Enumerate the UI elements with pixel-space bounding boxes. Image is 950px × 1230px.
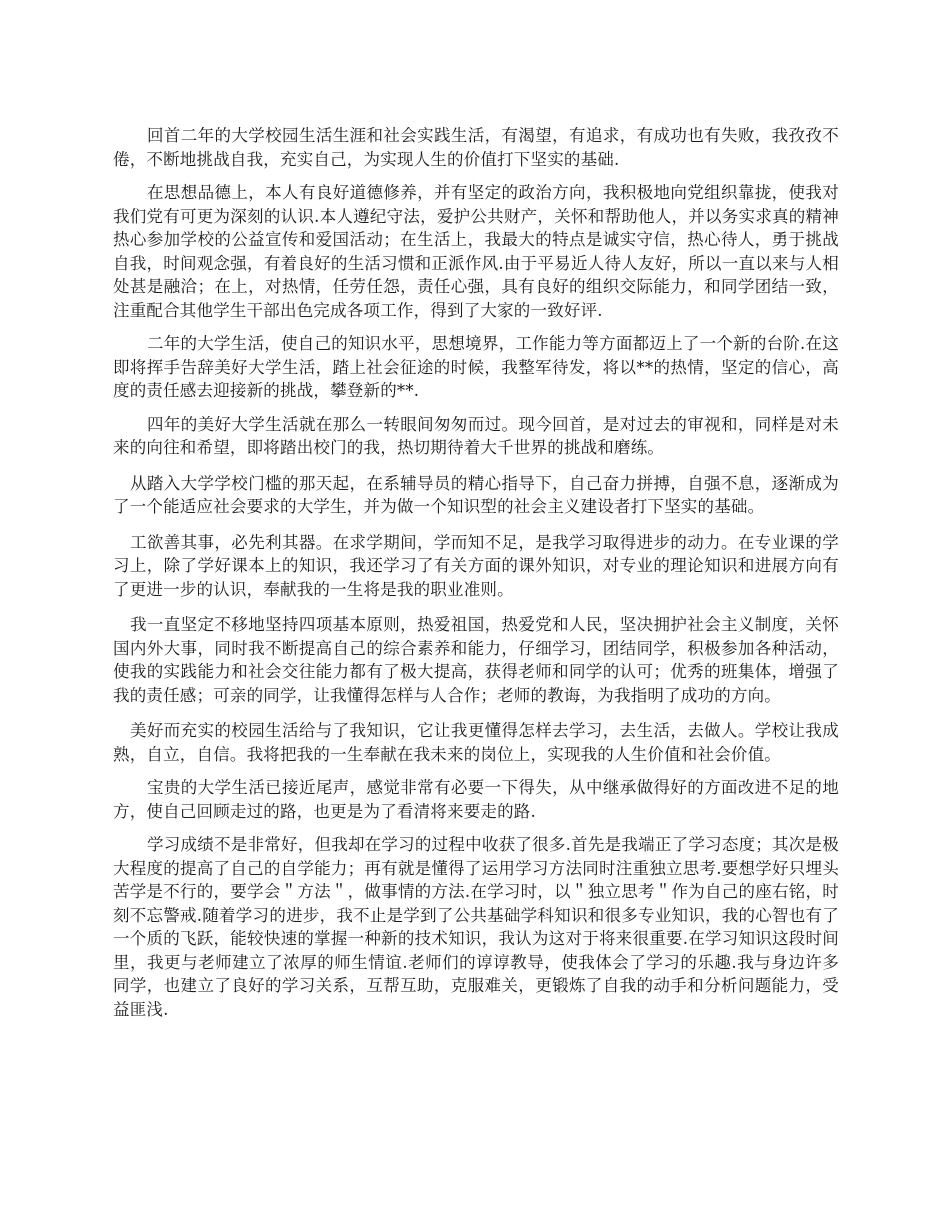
paragraph-3: 二年的大学生活，使自己的知识水平，思想境界，工作能力等方面都迈上了一个新的台阶.在这即将挥手告辞美好大学生活，踏上社会征途的时候，我整军待发，将以**的热情，坚定的信心，高度的责任感去迎接新的挑战，攀登新的**.: [113, 334, 839, 400]
paragraph-7: 我一直坚定不移地坚持四项基本原则，热爱祖国，热爱党和人民，坚决拥护社会主义制度，关怀国内外大事，同时我不断提高自己的综合素养和能力，仔细学习，团结同学，积极参加各种活动，使我的实践能力和社会交往能力都有了极大提高，获得老师和同学的认可；优秀的班集体，增强了我的责任感；可亲的同学，让我懂得怎样与人合作；老师的教诲，为我指明了成功的方向。: [113, 615, 839, 705]
paragraph-4: 四年的美好大学生活就在那么一转眼间匆匆而过。现今回首，是对过去的审视和，同样是对未来的向往和希望，即将踏出校门的我，热切期待着大千世界的挑战和磨练。: [113, 414, 839, 457]
paragraph-1: 回首二年的大学校园生活生涯和社会实践生活，有渴望，有追求，有成功也有失败，我孜孜不倦，不断地挑战自我，充实自己，为实现人生的价值打下坚实的基础.: [113, 126, 839, 169]
paragraph-10: 学习成绩不是非常好，但我却在学习的过程中收获了很多.首先是我端正了学习态度；其次是极大程度的提高了自己的自学能力；再有就是懂得了运用学习方法同时注重独立思考.要想学好只埋头苦学是不行的，要学会＂方法＂，做事情的方法.在学习时，以＂独立思考＂作为自己的座右铭，时刻不忘警戒.随着学习的进步，我不止是学到了公共基础学科知识和很多专业知识，我的心智也有了一个质的飞跃，能较快速的掌握一种新的技术知识，我认为这对于将来很重要.在学习知识这段时间里，我更与老师建立了浓厚的师生情谊.老师们的谆谆教导，使我体会了学习的乐趣.我与身边许多同学，也建立了良好的学习关系，互帮互助，克服难关，更锻炼了自我的动手和分析问题能力，受益匪浅.: [113, 835, 839, 1019]
paragraph-5: 从踏入大学学校门槛的那天起，在系辅导员的精心指导下，自己奋力拼搏，自强不息，逐渐成为了一个能适应社会要求的大学生，并为做一个知识型的社会主义建设者打下坚实的基础。: [113, 473, 839, 516]
paragraph-8: 美好而充实的校园生活给与了我知识，它让我更懂得怎样去学习，去生活，去做人。学校让我成熟，自立，自信。我将把我的一生奉献在我未来的岗位上，实现我的人生价值和社会价值。: [113, 721, 839, 764]
document-body: [113, 124, 839, 1021]
paragraph-9: 宝贵的大学生活已接近尾声，感觉非常有必要一下得失，从中继承做得好的方面改进不足的地方，使自己回顾走过的路，也更是为了看清将来要走的路.: [113, 778, 839, 821]
paragraph-2: 在思想品德上，本人有良好道德修养，并有坚定的政治方向，我积极地向党组织靠拢，使我对我们党有可更为深刻的认识.本人遵纪守法，爱护公共财产，关怀和帮助他人，并以务实求真的精神热心参加学校的公益宣传和爱国活动；在生活上，我最大的特点是诚实守信，热心待人，勇于挑战自我，时间观念强，有着良好的生活习惯和正派作风.由于平易近人待人友好，所以一直以来与人相处甚是融洽；在上，对热情，任劳任怨，责任心强，具有良好的组织交际能力，和同学团结一致，注重配合其他学生干部出色完成各项工作，得到了大家的一致好评.: [113, 183, 839, 320]
paragraph-6: 工欲善其事，必先利其器。在求学期间，学而知不足，是我学习取得进步的动力。在专业课的学习上，除了学好课本上的知识，我还学习了有关方面的课外知识，对专业的理论知识和进展方向有了更进一步的认识，奉献我的一生将是我的职业准则。: [113, 532, 839, 599]
